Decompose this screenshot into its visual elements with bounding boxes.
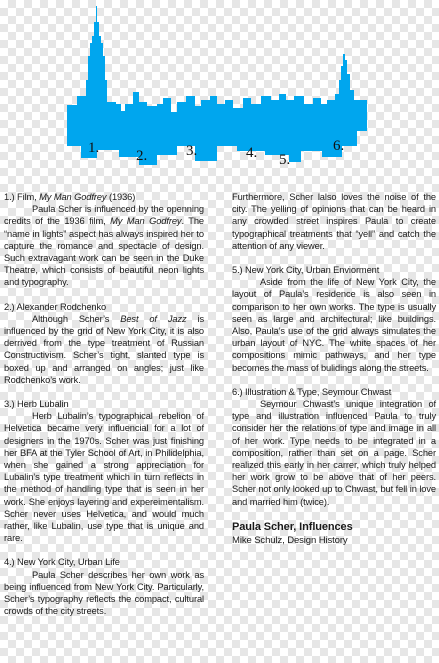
section-3-body: Herb Lubalin’s typographical rebelion of Helvetica became very influencial for a lot of designers in the 1970s. Scher was just finishing her BFA at the Tyler School of Art, in Philidelphia, when she gained a strong appreciation for Lubalin’s type treatment which in turn reflects in the method of handling type that is seen in her work. She enjoys layering and expereimentalism. Scher never uses Helvetica, and would much rather, like Lubalin, use type that is unique and rare. <box>4 411 204 544</box>
section-4-heading: 4.) New York City, Urban Life <box>4 557 120 568</box>
section-5-body: Aside from the life of New York City, the layout of Paula’s residence is also seen in comparison to her own works. The type is usually seen as large and architectural; like buildings. Also, Paula’s use of the grid always simulates the urban layout of NYC. The white spaces of her compositions mimic pathways, and her type becomes the mass of bulidings along the streets. <box>232 277 436 373</box>
section-5 <box>232 264 436 374</box>
skyline-number-2: 2. <box>136 148 148 164</box>
section-6-heading: 6.) Illustration & Type, Seymour Chwast <box>232 386 392 397</box>
city-skyline-illustration <box>67 0 367 172</box>
section-3-heading: 3.) Herb Lubalin <box>4 399 69 410</box>
right-column <box>232 191 436 547</box>
skyline-number-6: 6. <box>333 138 345 154</box>
section-1-heading: 1.) Film, My Man Godfrey (1936) <box>4 192 136 202</box>
section-4-body: Paula Scher describes her own work as being influenced from New York City. Particularly, Scher’s typography reflects the compact, cultural crowds of the city streets. <box>4 569 204 617</box>
section-2: 2.) Alexander Rodchenko Although Scher’s Best of Jazz is influenced by the grid of New York City, it is also derrived from the type treatment of Russian Constructivism. Scher’s tight, slanted type is boxed up and arranged on angles; just like Rodchenko’s work. <box>4 301 204 385</box>
section-1: 1.) Film, My Man Godfrey (1936) Paula Scher is influenced by the openning credits of the 1936 film, My Man Godfrey. The “name in lights” aspect has always inspired her to capture the romance and spectacle of design. Such extravagant work can be seen in the Duke Theatre, which consists of beautiful neon lights and typography. <box>4 192 204 288</box>
section-1-body: Paula Scher is influenced by the openning credits of the 1936 film, <box>4 204 204 227</box>
skyline-shape <box>67 6 367 165</box>
section-6-body: Seymour Chwast’s unique integration of type and illustration influenced Paula to truly consider her the relations of type and image in all of her work. Type needs to be integrated in a composition, rather than set on a page. Scher realized this early in her carrer, which truly helped her work grow to be above that of her peers. Scher not only looked up to Chwast, but fell in love and married him (twice). <box>232 399 436 507</box>
section-6 <box>232 386 436 508</box>
section-4-continued: Furthermore, Scher lalso loves the noise of the city. The yelling of opinions that can be heard in any crowded street inspires Paula to create typographical treatments that “yell” and catch the attention of any viewer. <box>232 192 436 251</box>
section-5-heading: 5.) New York City, Urban Enviorment <box>232 265 380 276</box>
document-subtitle: Mike Schulz, Design History <box>232 534 348 546</box>
skyline-number-5: 5. <box>279 152 291 168</box>
skyline-number-4: 4. <box>246 145 258 161</box>
left-column <box>4 191 204 630</box>
document-title: Paula Scher, Influences <box>232 520 353 533</box>
section-4 <box>4 556 204 617</box>
skyline-number-3: 3. <box>186 143 198 159</box>
skyline-number-1: 1. <box>88 140 100 156</box>
section-3 <box>4 398 204 544</box>
section-2-heading: 2.) Alexander Rodchenko <box>4 301 107 312</box>
section-2-body: Although Scher’s <box>32 313 121 324</box>
